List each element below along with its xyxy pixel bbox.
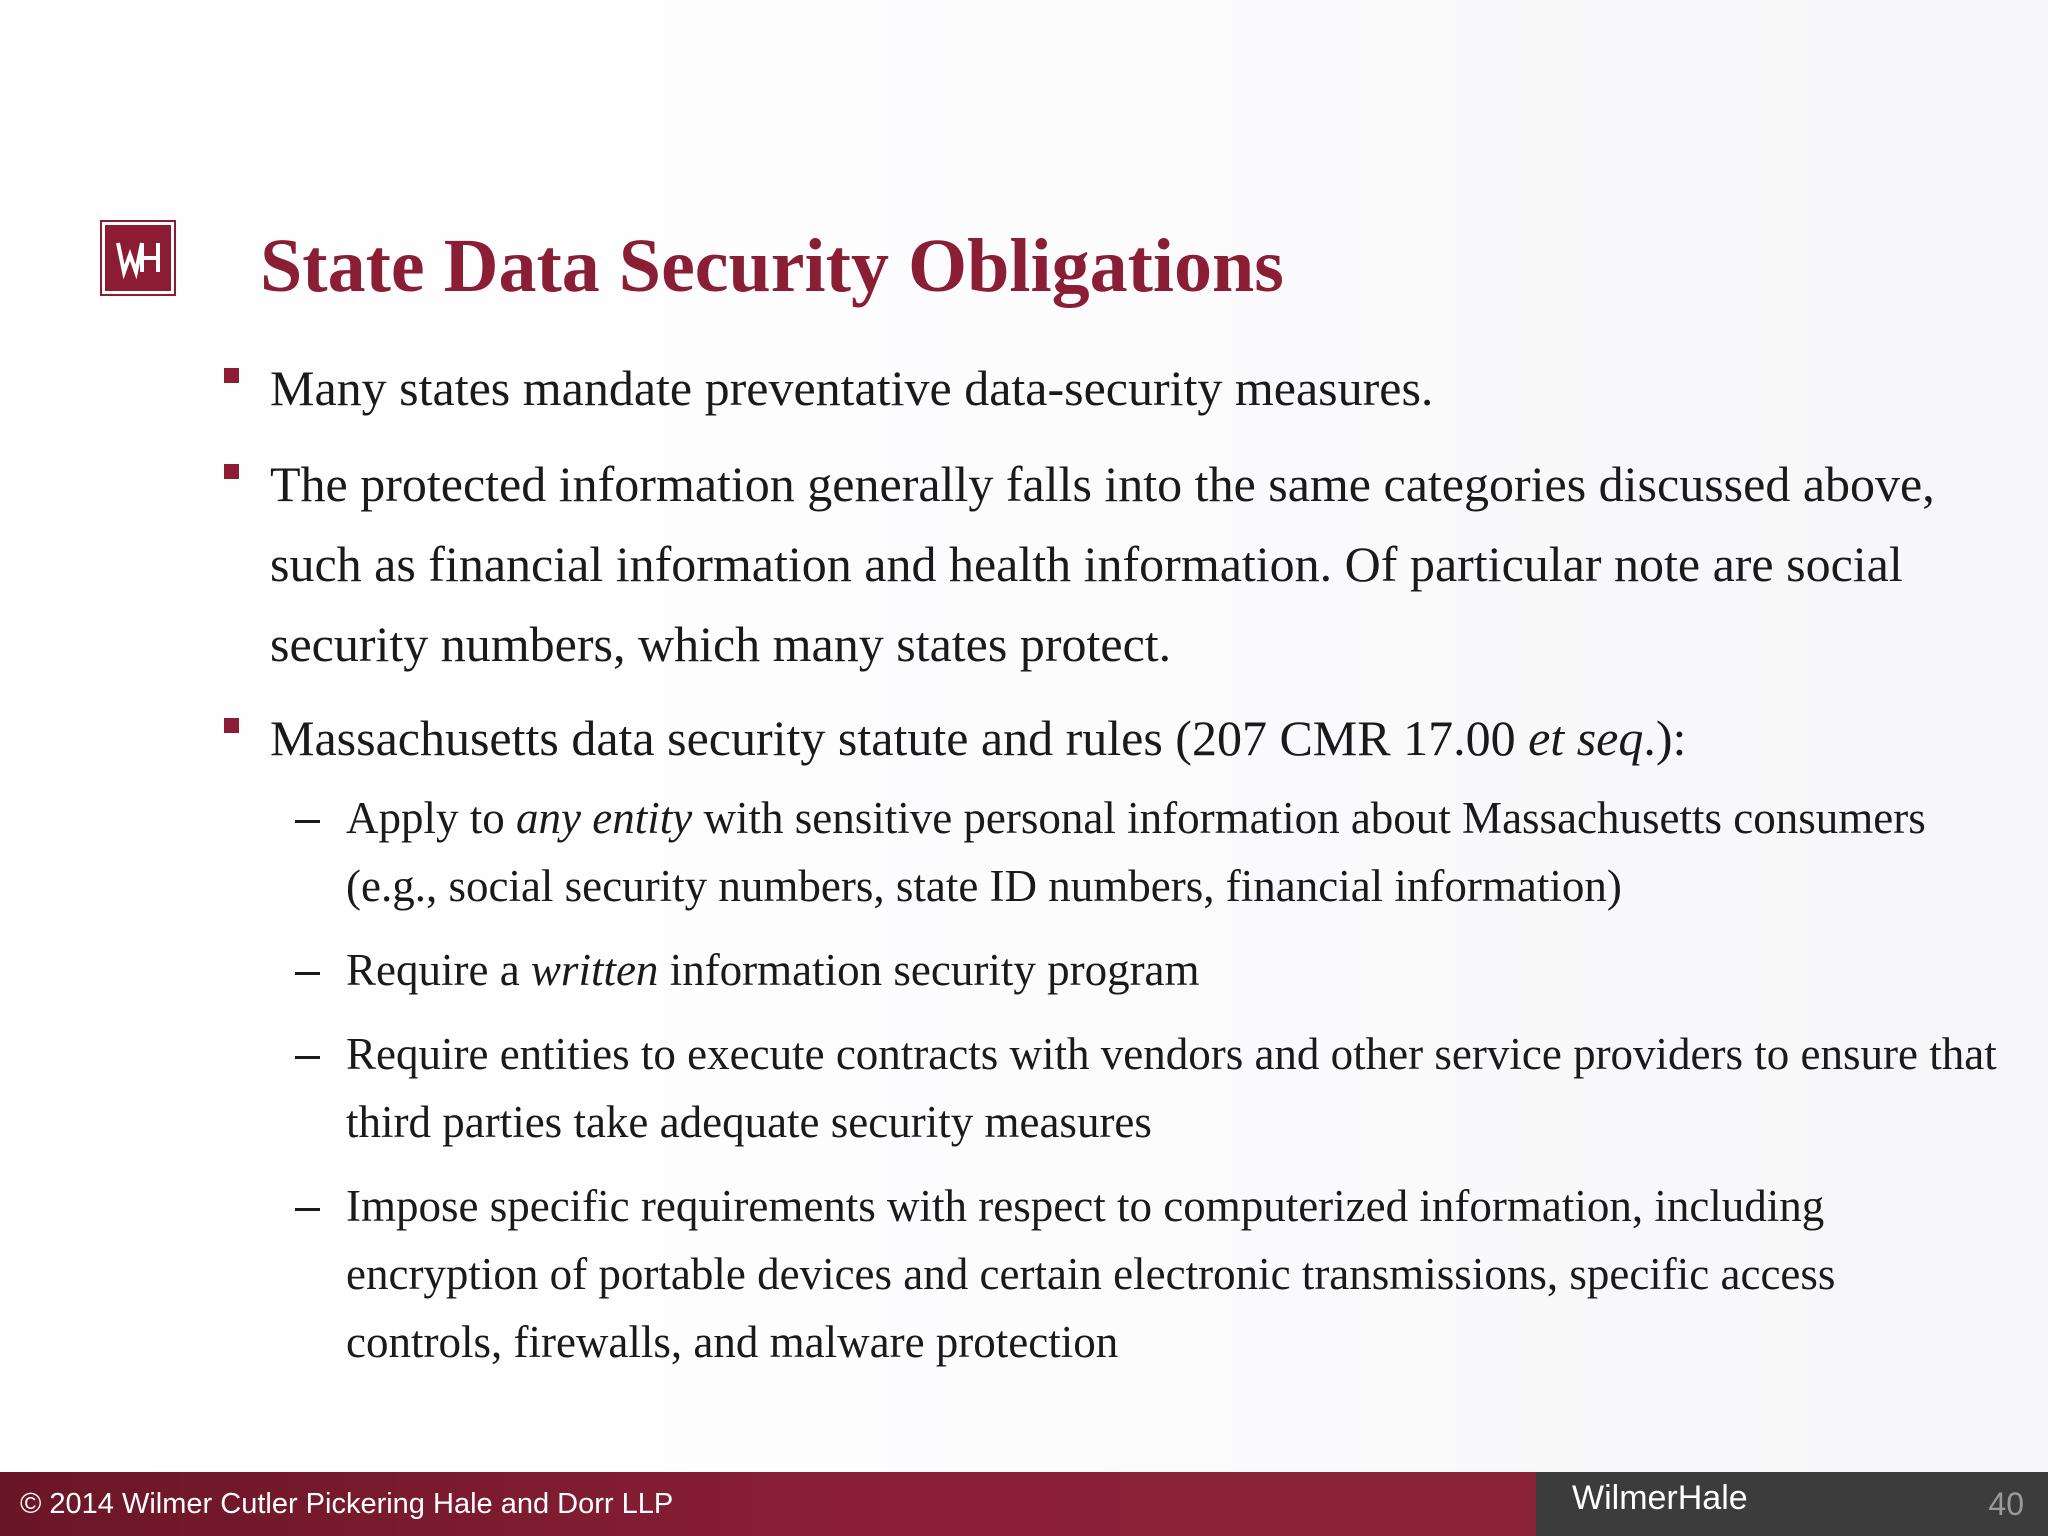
bullet-text: The protected information generally falls into the same categories discussed above, such as financial information and health information. Of particular note are social security numbers, which many states protect. bbox=[270, 456, 1935, 672]
bullet-text: .): bbox=[1643, 710, 1687, 766]
sub-bullet-item bbox=[220, 1020, 2000, 1156]
sub-bullet-text: with sensitive personal information about Massachusetts consumers (e.g., social security numbers, state ID numbers, financial information) bbox=[346, 793, 1926, 911]
bullet-text: Many states mandate preventative data-security measures. bbox=[270, 360, 1434, 416]
sub-bullet-text: Impose specific requirements with respect to computerized information, including encryption of portable devices and certain electronic transmissions, specific access controls, firewalls, and malware protection bbox=[346, 1181, 1836, 1367]
sub-bullet-text: Apply to bbox=[346, 793, 517, 843]
footer-brand: WilmerHale bbox=[1572, 1479, 1748, 1517]
bullet-item bbox=[220, 698, 2000, 778]
dash-bullet-icon: – bbox=[295, 944, 321, 995]
square-bullet-icon bbox=[224, 368, 239, 383]
dash-bullet-icon: – bbox=[295, 1028, 321, 1079]
footer-copyright: © 2014 Wilmer Cutler Pickering Hale and Dorr LLP bbox=[20, 1488, 674, 1520]
square-bullet-icon bbox=[224, 464, 239, 479]
sub-bullet-item bbox=[220, 1172, 2000, 1376]
sub-bullet-item bbox=[220, 936, 2000, 1004]
bullet-text-emphasis: et seq bbox=[1528, 710, 1644, 766]
sub-bullet-text: Require a bbox=[346, 945, 531, 995]
slide-title: State Data Security Obligations bbox=[260, 224, 1284, 308]
sub-bullet-text-emphasis: written bbox=[530, 945, 659, 995]
wh-logo-icon bbox=[102, 222, 174, 294]
wh-monogram-icon bbox=[105, 225, 171, 291]
sub-bullet-item bbox=[220, 784, 2000, 920]
sub-bullet-text-emphasis: any entity bbox=[516, 793, 693, 843]
dash-bullet-icon: – bbox=[295, 1180, 321, 1231]
page-number: 40 bbox=[1988, 1486, 2024, 1522]
bullet-item bbox=[220, 444, 2000, 684]
slide-body bbox=[220, 348, 2000, 1376]
footer-bar bbox=[0, 1472, 2048, 1536]
bullet-item bbox=[220, 348, 2000, 428]
footer-brand-panel bbox=[1536, 1472, 2048, 1536]
sub-bullet-text: Require entities to execute contracts with vendors and other service providers to ensure that third parties take adequate security measures bbox=[346, 1029, 1997, 1147]
dash-bullet-icon: – bbox=[295, 792, 321, 843]
sub-bullet-text: information security program bbox=[658, 945, 1200, 995]
bullet-text: Massachusetts data security statute and rules (207 CMR 17.00 bbox=[270, 710, 1529, 766]
square-bullet-icon bbox=[224, 718, 239, 733]
